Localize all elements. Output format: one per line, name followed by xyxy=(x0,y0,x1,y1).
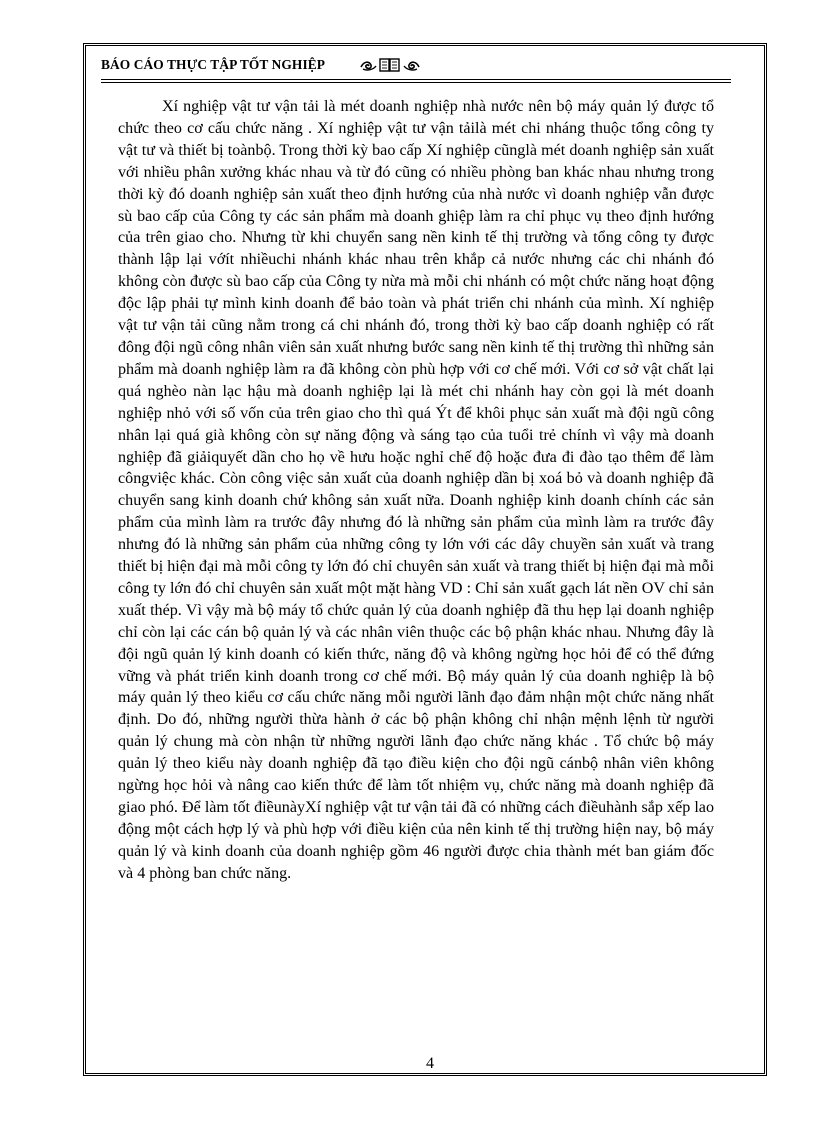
header-rule xyxy=(101,79,731,80)
page-number-text: 4 xyxy=(426,1055,434,1072)
body-paragraph: Xí nghiệp vật tư vận tải là mét doanh nghiệp nhà nước nên bộ máy quản lý được tổ chức theo cơ cấu chức năng . Xí nghiệp vật tư vận tảilà mét chi nháng thuộc tổng công ty vật tư và thiết bị toànbộ. Trong thời kỳ bao cấp Xí nghiệp cũnglà mét doanh nghiệp sản xuất với nhiều phân xưởng khác nhau và từ đó cũng có nhiều phòng ban khác nhau nhưng trong thời kỳ đó doanh nghiệp sản xuất theo định hướng của nhà nước vì doanh nghiệp vẫn được sù bao cấp của Công ty các sản phẩm mà doanh ghiệp làm ra chỉ phục vụ theo định hướng của trên giao cho. Nhưng từ khi chuyển sang nền kinh tế thị trường và tổng công ty được thành lập lại vớít nhiềuchi nhánh khác nhau trên khắp cả nước nhưng các chi nhánh đó không còn được sù bao cấp của Công ty nừa mà mỗi chi nhánh có một chức năng hoạt động độc lập phải tự mình kinh doanh để bảo toàn và phát triển chi nhánh của mình. Xí nghiệp vật tư vận tải cũng nằm trong cá chi nhánh đó, trong thời kỳ bao cấp doanh nghiệp có rất đông đội ngũ công nhân viên sản xuất nhưng bước sang nền kinh tế thị trường thì những sản phẩm mà doanh nghiệp làm ra đã không còn phù hợp với cơ chế mới. Với cơ sở vật chất lại quá nghèo nàn lạc hậu mà doanh nghiệp lại là mét chi nhánh hay còn gọi là mét doanh nghiệp nhỏ với số vốn của trên giao cho thì quá Ýt để khôi phục sản xuất mà đội ngũ công nhân lại quá già không còn sự năng động và sáng tạo của tuổi trẻ chính vì vậy mà doanh nghiệp đã giảiquyết dần cho họ về hưu hoặc nghỉ chế độ hoặc đưa đi đào tạo thêm để làm côngviệc khác. Còn công việc sản xuất của doanh nghiệp dần bị xoá bỏ và doanh nghiệp đã chuyển sang kinh doanh chứ không sản xuất nữa. Doanh nghiệp kinh doanh chính các sản phẩm của mình làm ra trước đây nhưng đó là những sản phẩm của mình làm ra trước đây nhưng đó là những sản phẩm của những công ty lớn với các dây chuyền sản xuất và trang thiết bị hiện đại mà mỗi công ty lớn đó chỉ chuyên sản xuất và trang thiết bị hiện đại mà mỗi công ty lớn đó chỉ chuyên sản xuất một mặt hàng VD : Chỉ sản xuất gạch lát nền OV chỉ sản xuất thép. Vì vậy mà bộ máy tổ chức quản lý của doanh nghiệp đã thu hẹp lại doanh nghiệp chỉ còn lại các cán bộ quản lý và các nhân viên thuộc các bộ phận khác nhau. Nhưng đây là đội ngũ quản lý kinh doanh có kiến thức, năng độ và không ngừng học hỏi để có thể đứng vững và phát triển kinh doanh trong cơ chế mới. Bộ máy quản lý của doanh nghiệp là bộ máy quản lý theo kiểu cơ cấu chức năng mỗi người lãnh đạo đảm nhận một chức năng nhất định. Do đó, những người thừa hành ở các bộ phận không chỉ nhận mệnh lệnh từ người quản lý chung mà còn nhận từ những người lãnh đạo chức năng khác . Tổ chức bộ máy quản lý theo kiểu này doanh nghiệp đã tạo điều kiện cho đội ngũ cánbộ nhân viên không ngừng học hỏi và nâng cao kiến thức để làm tốt nhiệm vụ, chức năng mà doanh nghiệp đã giao phó. Để làm tốt điềunàyXí nghiệp vật tư vận tải đã có những cách điềuhành sắp xếp lao động một cách hợp lý và phù hợp với điều kiện của nên kinh tế thị trường hiện nay, bộ máy quản lý và kinh doanh của doanh nghiệp gồm 46 người được chia thành mét ban giám đốc và 4 phòng ban chức năng. xyxy=(118,98,714,882)
page-header xyxy=(101,54,731,76)
book-ornament-icon xyxy=(359,57,421,73)
page-number xyxy=(0,1055,816,1073)
header-title: BÁO CÁO THỰC TẬP TỐT NGHIỆP xyxy=(101,57,326,72)
header-rule-thin xyxy=(101,82,731,83)
